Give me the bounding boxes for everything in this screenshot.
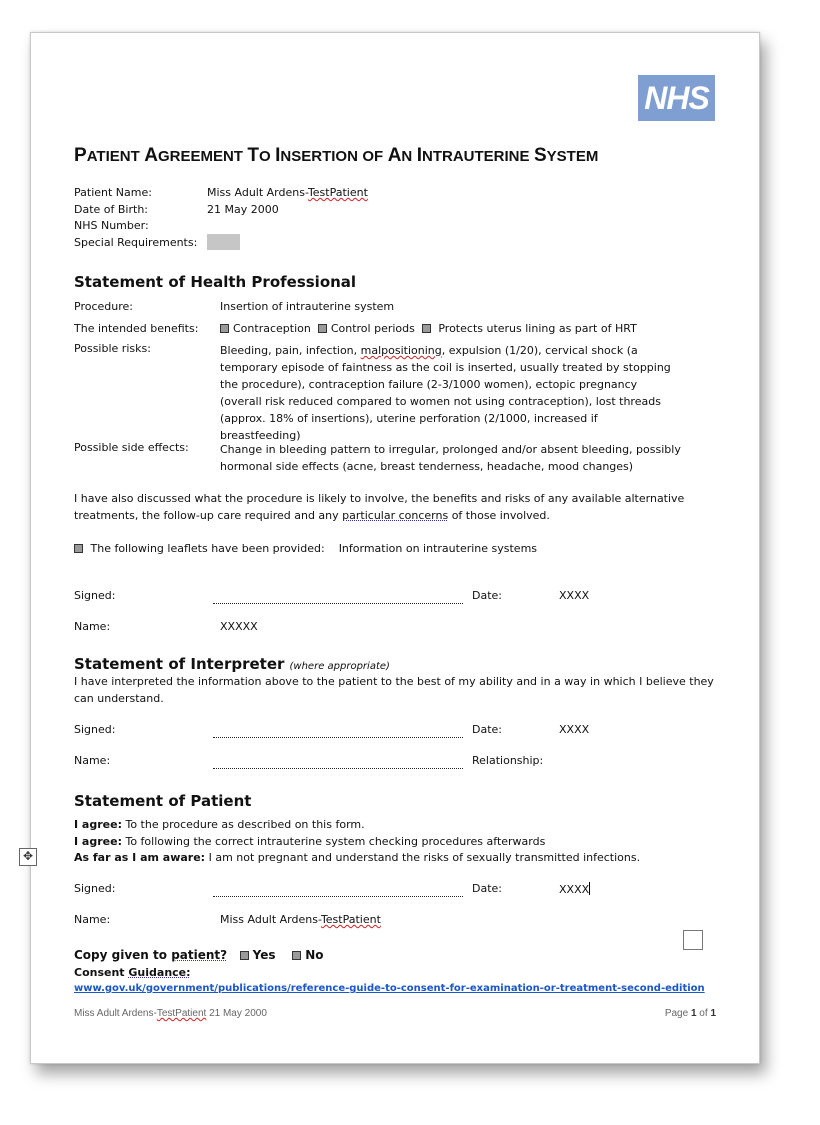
patient-signature-line[interactable]	[213, 896, 463, 897]
title-word: INTRAUTERINE	[416, 145, 530, 166]
footer-patient: Miss Adult Ardens-TestPatient 21 May 2000	[74, 1008, 267, 1019]
patient-name-value-2: Miss Adult Ardens-TestPatient	[220, 913, 381, 926]
empty-checkbox[interactable]	[683, 930, 703, 950]
procedure-label: Procedure:	[74, 300, 133, 313]
benefit-control-periods-checkbox[interactable]	[318, 324, 327, 333]
title-word: AGREEMENT	[144, 145, 243, 166]
interpreter-signature-line[interactable]	[213, 737, 463, 738]
interpreter-heading: Statement of Interpreter (where appropriate)	[74, 655, 390, 673]
agree-procedure: I agree: To the procedure as described on this form.	[74, 818, 365, 831]
discussion-statement: I have also discussed what the procedure is likely to involve, the benefits and risks of any available alternative treatments, the follow-up care required and any particular concerns of those involved.	[74, 492, 685, 522]
benefits-label: The intended benefits:	[74, 322, 199, 335]
interpreter-name-label: Name:	[74, 754, 111, 767]
title-word: TO	[247, 145, 271, 166]
interpreter-statement: I have interpreted the information above to the patient to the best of my ability and in a way in which I believe they can understand.	[74, 675, 714, 705]
side-effects-label: Possible side effects:	[74, 441, 189, 454]
patient-name-value: Miss Adult Ardens-TestPatient	[207, 186, 368, 199]
health-professional-heading: Statement of Health Professional	[74, 273, 357, 291]
nhs-logo: NHS	[638, 75, 715, 121]
hp-name-label: Name:	[74, 620, 111, 633]
interpreter-name-line[interactable]	[213, 768, 463, 769]
benefit-hrt-checkbox[interactable]	[422, 324, 431, 333]
hp-signature-line[interactable]	[213, 603, 463, 604]
title-word: SYSTEM	[533, 145, 599, 166]
table-move-handle-icon[interactable]: ✥	[19, 848, 37, 866]
leaflets-checkbox[interactable]	[74, 544, 83, 553]
hp-date-label: Date:	[472, 589, 502, 602]
document-page	[22, 32, 760, 1064]
footer-page-number: Page 1 of 1	[664, 1008, 716, 1019]
title-word: PATIENT	[74, 145, 140, 166]
title-word: INSERTION	[275, 145, 358, 166]
benefits-list: Contraception Control periods Protects uterus lining as part of HRT	[220, 322, 637, 335]
hp-name-value: XXXXX	[220, 620, 258, 633]
procedure-value: Insertion of intrauterine system	[220, 300, 395, 313]
copy-yes-checkbox[interactable]	[240, 951, 249, 960]
side-effects-value: Change in bleeding pattern to irregular, prolonged and/or absent bleeding, possibly hormonal side effects (acne, breast tenderness, headache, mood changes)	[220, 443, 681, 473]
aware-statement: As far as I am aware: I am not pregnant and understand the risks of sexually transmitted infections.	[74, 851, 641, 864]
patient-date-value[interactable]: XXXX	[559, 883, 590, 896]
copy-no-checkbox[interactable]	[292, 951, 301, 960]
patient-name-label: Patient Name:	[74, 186, 152, 199]
patient-statement-heading: Statement of Patient	[74, 792, 252, 810]
risks-value: Bleeding, pain, infection, malpositioning, expulsion (1/20), cervical shock (a temporary episode of faintness as the coil is inserted, usually treated by stopping the procedure), contraception failure (2-3/1000 women), ectopic pregnancy (overall risk reduced compared to women not using contraception), lost threads (approx. 18% of insertions), uterine perforation (2/1000, increased if breastfeeding)	[220, 344, 671, 442]
patient-name-label-2: Name:	[74, 913, 111, 926]
patient-date-label: Date:	[472, 882, 502, 895]
interpreter-date-value: XXXX	[559, 723, 590, 736]
dob-value: 21 May 2000	[207, 203, 279, 216]
hp-date-value: XXXX	[559, 589, 590, 602]
title-word: AN	[387, 145, 413, 166]
agree-checking: I agree: To following the correct intrauterine system checking procedures afterwards	[74, 835, 546, 848]
patient-signed-label: Signed:	[74, 882, 116, 895]
text-cursor	[589, 882, 590, 895]
title-word: OF	[362, 148, 384, 165]
document-title	[74, 145, 598, 167]
leaflets-row: The following leaflets have been provided: Information on intrauterine systems	[74, 542, 537, 555]
benefit-contraception-checkbox[interactable]	[220, 324, 229, 333]
risks-label: Possible risks:	[74, 342, 151, 355]
interpreter-date-label: Date:	[472, 723, 502, 736]
nhs-number-label: NHS Number:	[74, 219, 149, 232]
dob-label: Date of Birth:	[74, 203, 149, 216]
special-requirements-field[interactable]	[207, 234, 240, 250]
interpreter-signed-label: Signed:	[74, 723, 116, 736]
consent-guidance-link[interactable]: www.gov.uk/government/publications/reference-guide-to-consent-for-examination-or-treatment-second-edition	[74, 983, 705, 994]
hp-signed-label: Signed:	[74, 589, 116, 602]
copy-given-row: Copy given to patient? Yes No	[74, 948, 324, 962]
special-requirements-label: Special Requirements:	[74, 236, 198, 249]
consent-guidance-label: Consent Guidance:	[74, 966, 191, 979]
interpreter-relationship-label: Relationship:	[472, 754, 544, 767]
